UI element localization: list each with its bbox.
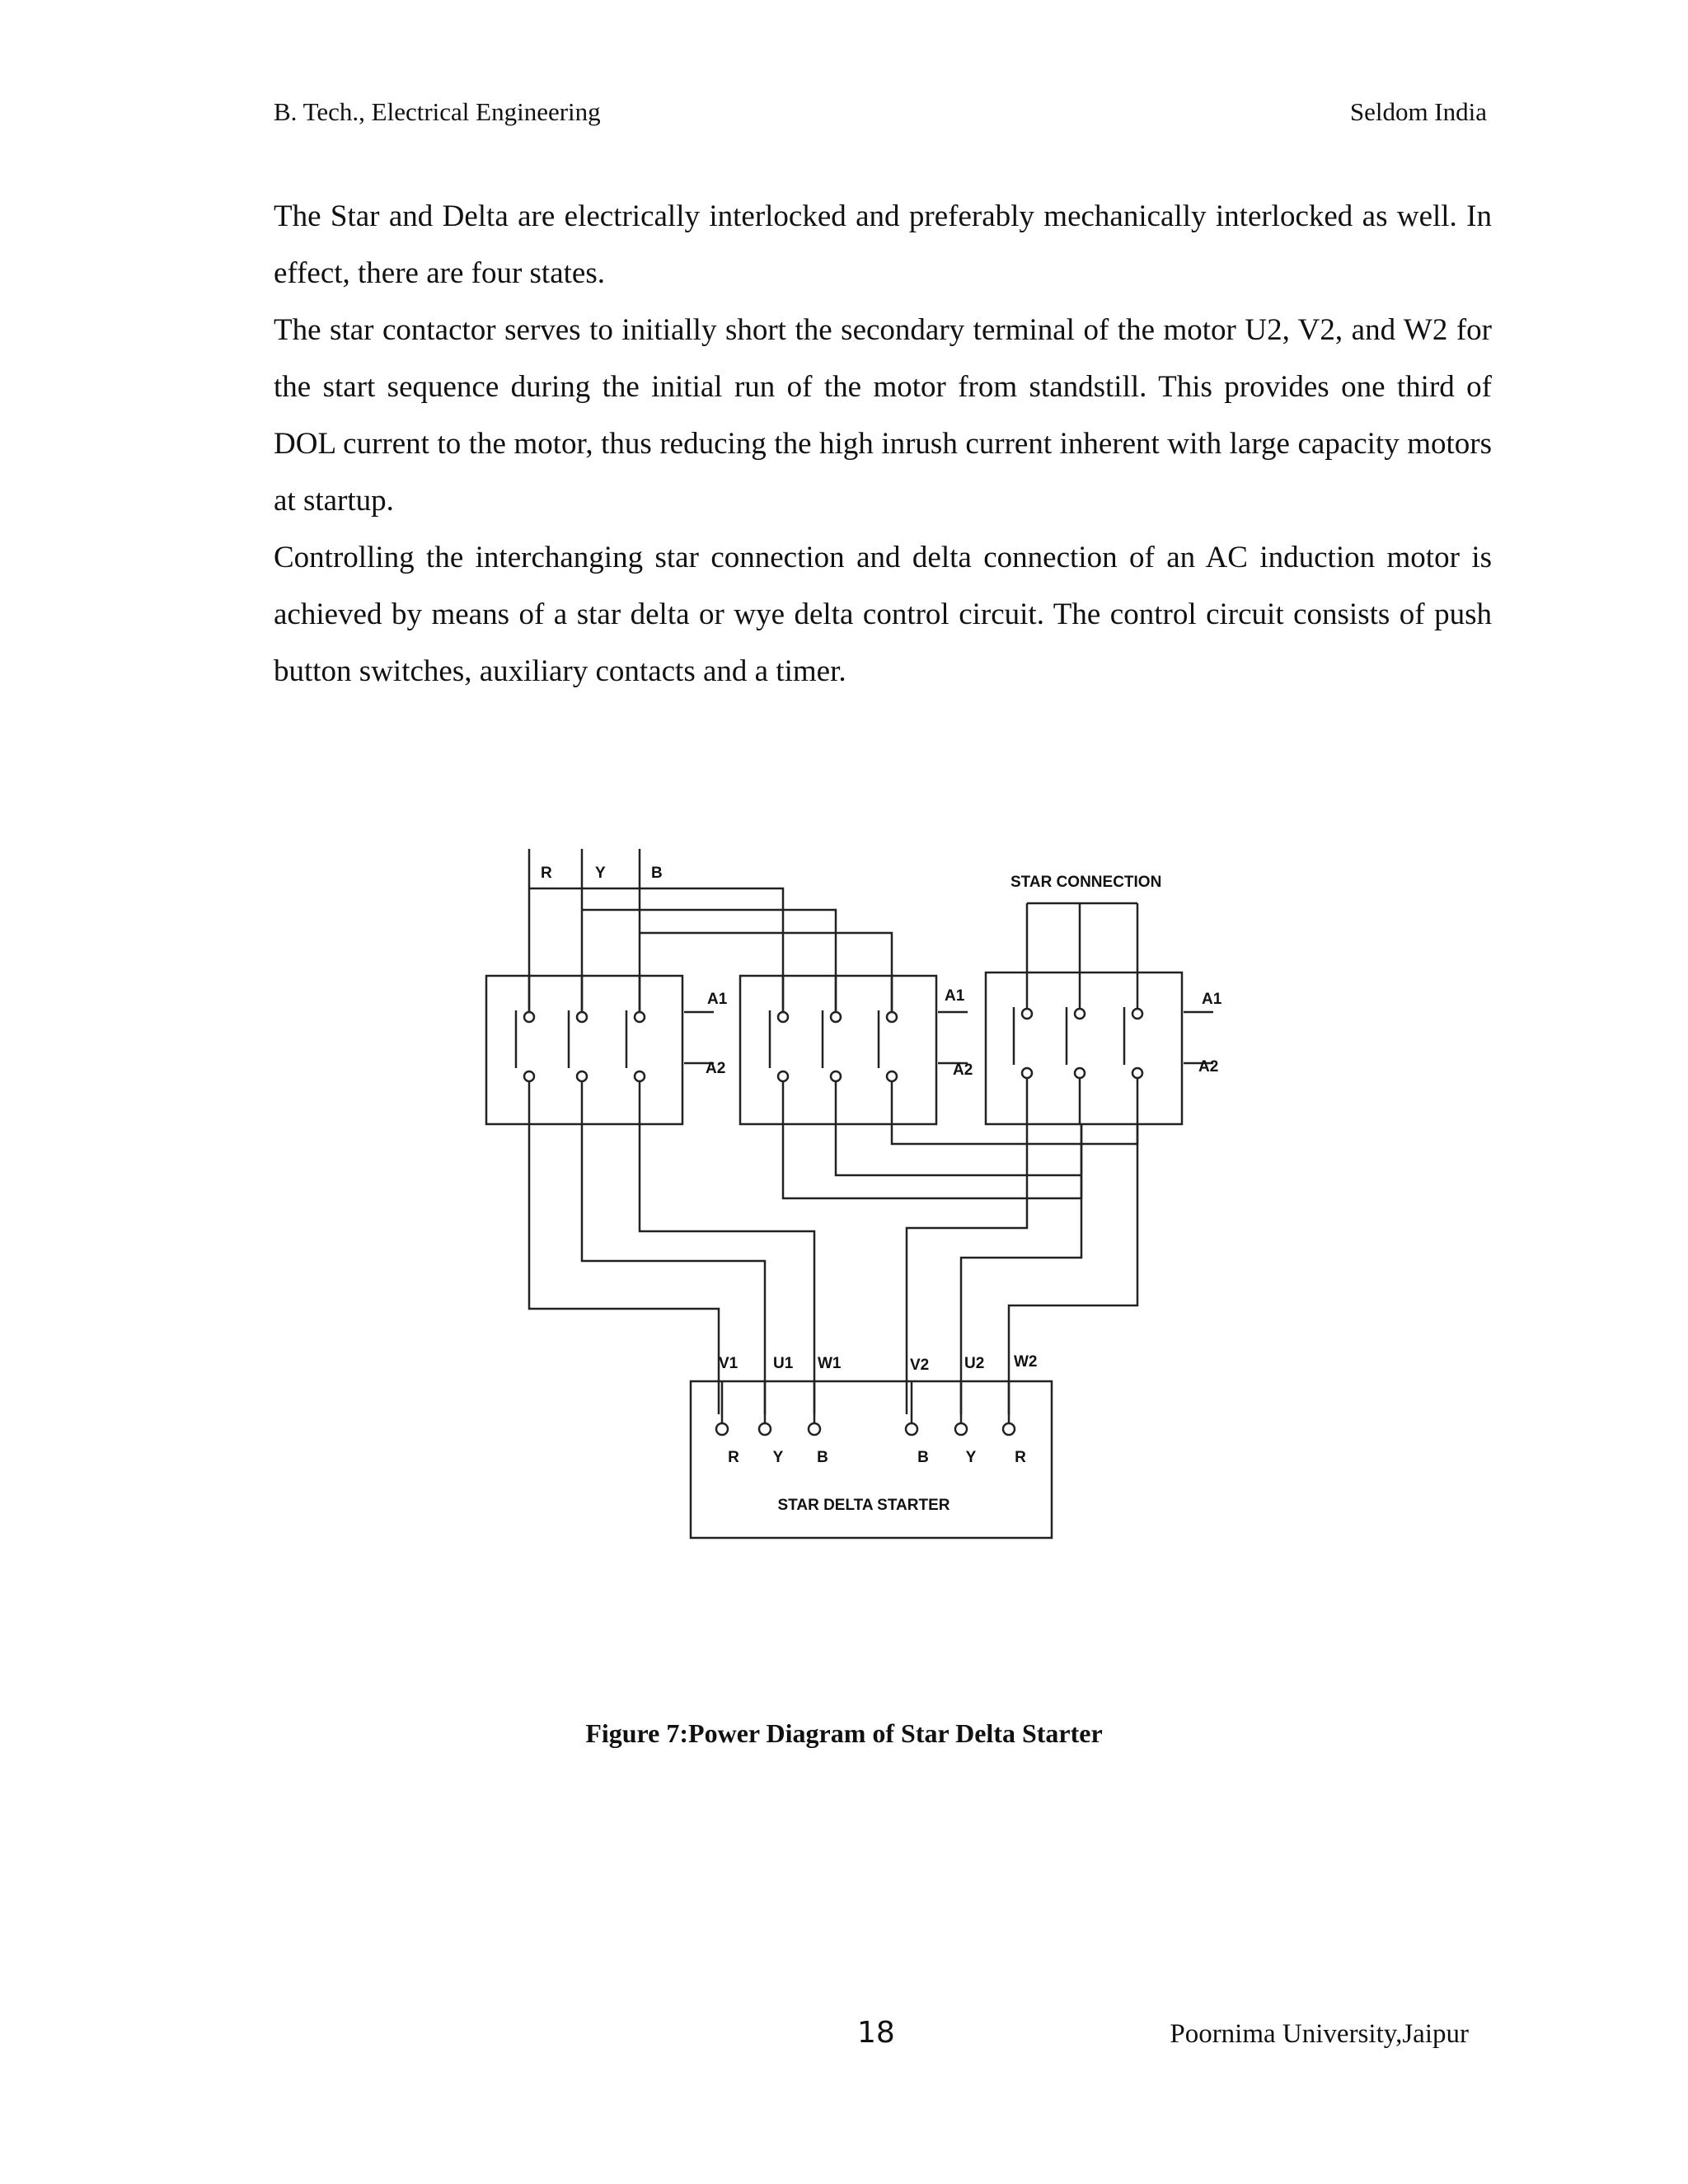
starter-phase-label: R bbox=[1015, 1449, 1026, 1466]
header-right: Seldom India bbox=[1349, 97, 1487, 126]
starter-label: STAR DELTA STARTER bbox=[777, 1497, 950, 1514]
figure-caption: Figure 7:Power Diagram of Star Delta Starter bbox=[585, 1718, 1103, 1748]
terminal-label-u2: U2 bbox=[964, 1355, 985, 1372]
paragraph-3: Controlling the interchanging star connection and delta connection of an AC induction motor is achieved by means of a star delta or wye delta control circuit. The control circuit consists of push button switches, auxiliary contacts and a timer. bbox=[274, 541, 1492, 688]
contactor-1 bbox=[486, 976, 682, 1124]
footer-right: Poornima University,Jaipur bbox=[1170, 2019, 1469, 2049]
wire-to-v2 bbox=[907, 1124, 1027, 1414]
supply-label-r: R bbox=[541, 865, 552, 882]
terminal-label-w2: W2 bbox=[1014, 1353, 1038, 1371]
body-text bbox=[274, 188, 1492, 700]
starter-phase-label: Y bbox=[965, 1449, 977, 1466]
starter-box bbox=[691, 1381, 1052, 1538]
terminal-label-u1: U1 bbox=[773, 1355, 794, 1372]
terminal-label-v2: V2 bbox=[910, 1357, 930, 1374]
motor-terminal bbox=[1003, 1423, 1015, 1435]
contact-terminal-bottom bbox=[1132, 1068, 1142, 1078]
star-connection-label: STAR CONNECTION bbox=[1010, 874, 1162, 891]
contactor-box-1 bbox=[486, 976, 682, 1124]
wire-to-u2 bbox=[961, 1124, 1081, 1414]
contact-terminal-bottom bbox=[635, 1071, 645, 1081]
starter-phase-label: B bbox=[817, 1449, 828, 1466]
contact-terminal-bottom bbox=[778, 1071, 788, 1081]
wire-to-u1 bbox=[582, 1124, 765, 1414]
terminal-label-w1: W1 bbox=[818, 1355, 842, 1372]
contactor-box-3 bbox=[986, 972, 1182, 1124]
page-number: 18 bbox=[857, 2016, 895, 2050]
wire-delta-1 bbox=[783, 1124, 1081, 1198]
contact-terminal-top bbox=[635, 1012, 645, 1022]
contact-terminal-top bbox=[1075, 1009, 1085, 1019]
contact-terminal-top bbox=[1132, 1009, 1142, 1019]
starter-phase-label: R bbox=[728, 1449, 739, 1466]
contact-terminal-top bbox=[831, 1012, 841, 1022]
coil-label-a1: A1 bbox=[945, 987, 965, 1005]
motor-terminal bbox=[759, 1423, 771, 1435]
contact-terminal-bottom bbox=[524, 1071, 534, 1081]
contactors bbox=[486, 972, 1182, 1124]
coil-label-a2: A2 bbox=[706, 1060, 726, 1077]
coil-label-a2: A2 bbox=[953, 1062, 973, 1079]
wire-to-v1 bbox=[529, 1124, 719, 1414]
star-delta-starter-box bbox=[691, 1381, 1052, 1538]
motor-terminal bbox=[716, 1423, 728, 1435]
wire-to-w2 bbox=[1009, 1124, 1137, 1414]
contact-terminal-bottom bbox=[1075, 1068, 1085, 1078]
contact-terminal-top bbox=[577, 1012, 587, 1022]
contactor-2 bbox=[740, 976, 936, 1124]
coil-label-a1: A1 bbox=[707, 991, 728, 1008]
diagram-labels bbox=[541, 865, 1222, 1514]
contact-terminal-top bbox=[524, 1012, 534, 1022]
diagram-wiring bbox=[529, 849, 1213, 1414]
contact-terminal-top bbox=[887, 1012, 897, 1022]
wire-delta-3 bbox=[892, 1124, 1137, 1144]
contact-terminal-bottom bbox=[1022, 1068, 1032, 1078]
contact-terminal-top bbox=[778, 1012, 788, 1022]
wire-y-to-delta bbox=[582, 910, 836, 1020]
header-left: B. Tech., Electrical Engineering bbox=[274, 97, 601, 126]
contact-terminal-bottom bbox=[831, 1071, 841, 1081]
contact-terminal-bottom bbox=[577, 1071, 587, 1081]
starter-phase-label: Y bbox=[772, 1449, 784, 1466]
contactor-box-2 bbox=[740, 976, 936, 1124]
wire-delta-2 bbox=[836, 1124, 1081, 1175]
motor-terminal bbox=[955, 1423, 967, 1435]
coil-label-a1: A1 bbox=[1202, 991, 1222, 1008]
wire-to-w1 bbox=[640, 1124, 814, 1414]
paragraph-2: The star contactor serves to initially short the secondary terminal of the motor U2, V2, and W2 for the start sequence during the initial run of the motor from standstill. This provides one third of DOL current to the motor, thus reducing the high inrush current inherent with large capacity motors at startup. bbox=[274, 313, 1492, 518]
terminal-label-v1: V1 bbox=[719, 1355, 738, 1372]
motor-terminal bbox=[906, 1423, 917, 1435]
wire-b-to-delta bbox=[640, 933, 892, 1020]
paragraph-1: The Star and Delta are electrically interlocked and preferably mechanically interlocked as well. In effect, there are four states. bbox=[274, 199, 1492, 290]
contact-terminal-top bbox=[1022, 1009, 1032, 1019]
motor-terminal bbox=[809, 1423, 820, 1435]
contactor-3 bbox=[986, 972, 1182, 1124]
supply-label-b: B bbox=[651, 865, 663, 882]
contact-terminal-bottom bbox=[887, 1071, 897, 1081]
starter-phase-label: B bbox=[917, 1449, 929, 1466]
wire-r-to-delta bbox=[529, 888, 783, 1020]
supply-label-y: Y bbox=[595, 865, 606, 882]
coil-label-a2: A2 bbox=[1198, 1058, 1219, 1076]
